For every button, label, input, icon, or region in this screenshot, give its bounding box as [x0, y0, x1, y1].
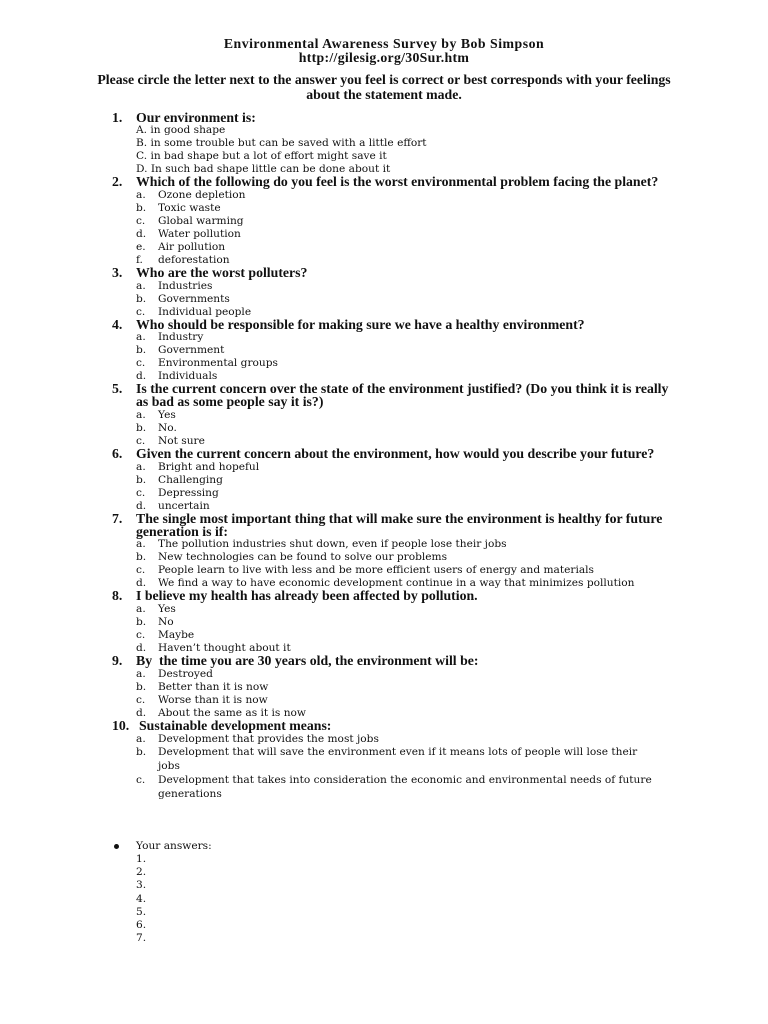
- option-text: Environmental groups: [158, 357, 278, 370]
- option-text: Bright and hopeful: [158, 460, 260, 473]
- option-text: Toxic waste: [158, 202, 221, 215]
- option-letter: d.: [136, 370, 147, 383]
- option-letter: c.: [136, 305, 146, 318]
- question-10: [0, 717, 768, 802]
- option-letter: a.: [136, 189, 146, 202]
- option-text: Yes: [158, 603, 176, 616]
- option-letter: d.: [136, 706, 147, 719]
- option-letter: b.: [136, 422, 147, 434]
- question-list: [0, 109, 768, 802]
- option-text: A. in good shape: [136, 124, 226, 137]
- option-item: [0, 150, 768, 163]
- option-text: Not sure: [158, 434, 205, 447]
- option-letter: d.: [136, 499, 147, 512]
- option-letter: c.: [136, 486, 146, 499]
- survey-url: http://gilesig.org/30Sur.htm: [298, 50, 470, 65]
- question-text: Who should be responsible for making sure we have a healthy environment?: [136, 316, 585, 332]
- option-text: Government: [158, 344, 225, 357]
- option-text: Destroyed: [158, 667, 213, 680]
- answers-section: [0, 840, 768, 945]
- option-text: Individuals: [158, 370, 218, 383]
- option-item: [0, 745, 768, 773]
- option-letter: c.: [136, 215, 146, 227]
- option-item: [0, 228, 768, 241]
- option-item: [0, 538, 768, 551]
- answer-line: 1.: [136, 853, 147, 866]
- question-number: 4.: [112, 316, 123, 332]
- question-text: Is the current concern over the state of the environment justified? (Do you think it is really as bad as some people say it is?): [136, 381, 669, 410]
- option-text: No.: [158, 422, 177, 434]
- question-heading: [0, 383, 768, 409]
- option-letter: a.: [136, 732, 146, 745]
- question-heading: [0, 717, 768, 733]
- question-9: [0, 652, 768, 720]
- question-7: [0, 510, 768, 591]
- option-letter: c.: [136, 774, 146, 787]
- option-letter: b.: [136, 292, 147, 305]
- option-text: Industry: [158, 331, 204, 344]
- option-letter: b.: [136, 616, 147, 629]
- question-text: I believe my health has already been affected by pollution.: [136, 588, 478, 604]
- option-letter: c.: [136, 564, 146, 577]
- option-item: [0, 694, 768, 707]
- option-item: [0, 202, 768, 215]
- question-number: 6.: [112, 445, 123, 461]
- option-text: We find a way to have economic development continue in a way that minimizes pollution: [158, 577, 635, 590]
- option-item: [0, 357, 768, 370]
- question-text: Who are the worst polluters?: [136, 264, 308, 280]
- option-item: [0, 124, 768, 137]
- option-letter: b.: [136, 551, 147, 564]
- question-text: The single most important thing that will make sure the environment is healthy for future generation is if:: [136, 510, 663, 539]
- option-text: Global warming: [158, 215, 244, 227]
- option-letter: c.: [136, 434, 146, 447]
- option-text: Industries: [158, 279, 213, 292]
- option-item: [0, 603, 768, 616]
- option-text: The pollution industries shut down, even if people lose their jobs: [158, 538, 507, 551]
- option-text: Ozone depletion: [158, 189, 246, 202]
- option-item: [0, 409, 768, 422]
- question-number: 3.: [112, 264, 123, 280]
- question-heading: [0, 264, 768, 280]
- option-item: [0, 137, 768, 150]
- option-letter: b.: [136, 680, 147, 693]
- question-heading: [0, 109, 768, 125]
- option-text: uncertain: [158, 499, 210, 512]
- option-letter: b.: [136, 202, 147, 215]
- option-letter: a.: [136, 603, 146, 616]
- option-item: [0, 474, 768, 487]
- option-item: [0, 461, 768, 474]
- question-4: [0, 316, 768, 384]
- option-item: [0, 733, 768, 746]
- question-heading: [0, 590, 768, 603]
- option-letter: f.: [136, 253, 143, 266]
- option-letter: d.: [136, 641, 147, 654]
- option-item: [0, 280, 768, 293]
- question-text: Sustainable development means:: [139, 717, 332, 733]
- question-heading: [0, 176, 768, 189]
- option-text: About the same as it is now: [158, 706, 307, 719]
- question-heading: [0, 445, 768, 461]
- survey-title: Environmental Awareness Survey by Bob Simpson: [223, 36, 545, 51]
- question-heading: [0, 652, 768, 668]
- option-item: [0, 551, 768, 564]
- option-item: [0, 681, 768, 694]
- option-letter: c.: [136, 629, 146, 641]
- option-text: Development that provides the most jobs: [158, 732, 379, 745]
- option-text: New technologies can be found to solve our problems: [158, 551, 448, 564]
- answer-line: 5.: [136, 905, 147, 918]
- question-text: Our environment is:: [136, 109, 256, 125]
- question-8: [0, 590, 768, 655]
- answer-line: 4.: [136, 892, 147, 905]
- option-text: Depressing: [158, 486, 219, 499]
- option-item: [0, 564, 768, 577]
- option-text: Governments: [158, 292, 230, 305]
- option-letter: d.: [136, 227, 147, 240]
- option-letter: a.: [136, 409, 146, 422]
- option-item: [0, 293, 768, 306]
- question-number: 7.: [112, 510, 123, 526]
- option-letter: b.: [136, 344, 147, 357]
- option-text: Individual people: [158, 305, 252, 318]
- option-item: [0, 344, 768, 357]
- question-1: [0, 109, 768, 177]
- option-item: [0, 487, 768, 500]
- question-text: Which of the following do you feel is the worst environmental problem facing the planet?: [136, 174, 659, 190]
- option-item: [0, 773, 768, 801]
- question-text: By the time you are 30 years old, the environment will be:: [136, 652, 479, 668]
- option-text: D. In such bad shape little can be done about it: [136, 163, 391, 176]
- question-6: [0, 445, 768, 513]
- question-text: Given the current concern about the environment, how would you describe your future?: [136, 445, 655, 461]
- question-heading: [0, 316, 768, 332]
- option-text: Development that will save the environment even if it means lots of people will lose their jobs: [158, 746, 638, 773]
- option-letter: a.: [136, 538, 146, 551]
- option-text: Development that takes into consideration the economic and environmental needs of future generations: [158, 774, 652, 801]
- option-text: Air pollution: [158, 240, 226, 253]
- option-item: [0, 668, 768, 681]
- option-item: [0, 422, 768, 435]
- option-letter: c.: [136, 357, 146, 370]
- option-text: deforestation: [158, 253, 230, 266]
- question-5: [0, 383, 768, 448]
- option-item: [0, 215, 768, 228]
- question-number: 10.: [112, 717, 130, 733]
- option-text: B. in some trouble but can be saved with a little effort: [136, 137, 427, 150]
- option-letter: b.: [136, 473, 147, 486]
- option-letter: b.: [136, 746, 147, 759]
- option-letter: c.: [136, 693, 146, 706]
- header: [0, 37, 768, 65]
- option-text: Better than it is now: [158, 680, 269, 693]
- option-item: [0, 616, 768, 629]
- option-text: Haven’t thought about it: [158, 641, 291, 654]
- option-item: [0, 331, 768, 344]
- option-letter: a.: [136, 331, 146, 344]
- option-text: People learn to live with less and be more efficient users of energy and materials: [158, 564, 594, 577]
- option-text: No: [158, 616, 174, 629]
- option-text: Maybe: [158, 629, 195, 641]
- question-number: 8.: [112, 588, 123, 604]
- question-heading: [0, 510, 768, 539]
- question-number: 9.: [112, 652, 123, 668]
- option-item: [0, 189, 768, 202]
- option-letter: a.: [136, 667, 146, 680]
- option-letter: a.: [136, 460, 146, 473]
- answers-heading: [0, 840, 768, 853]
- answer-line: 6.: [136, 918, 147, 931]
- answer-line: 7.: [136, 932, 147, 945]
- question-number: 5.: [112, 381, 123, 397]
- question-number: 2.: [112, 174, 123, 190]
- option-letter: d.: [136, 577, 147, 590]
- question-3: [0, 264, 768, 319]
- answers-label: Your answers:: [136, 840, 212, 852]
- option-letter: e.: [136, 240, 146, 253]
- option-text: Worse than it is now: [158, 693, 268, 706]
- answer-line: 2.: [136, 866, 147, 879]
- option-item: [0, 629, 768, 642]
- bullet-icon: [114, 844, 119, 849]
- instructions: Please circle the letter next to the answer you feel is correct or best corresponds with your feelings about the statement made.: [97, 71, 671, 102]
- option-text: Water pollution: [158, 227, 241, 240]
- answer-line: 3.: [136, 879, 147, 892]
- option-text: Yes: [158, 409, 176, 422]
- question-number: 1.: [112, 109, 123, 125]
- question-2: [0, 176, 768, 267]
- option-item: [0, 241, 768, 254]
- option-text: Challenging: [158, 473, 223, 486]
- option-letter: a.: [136, 279, 146, 292]
- option-text: C. in bad shape but a lot of effort might save it: [136, 150, 387, 163]
